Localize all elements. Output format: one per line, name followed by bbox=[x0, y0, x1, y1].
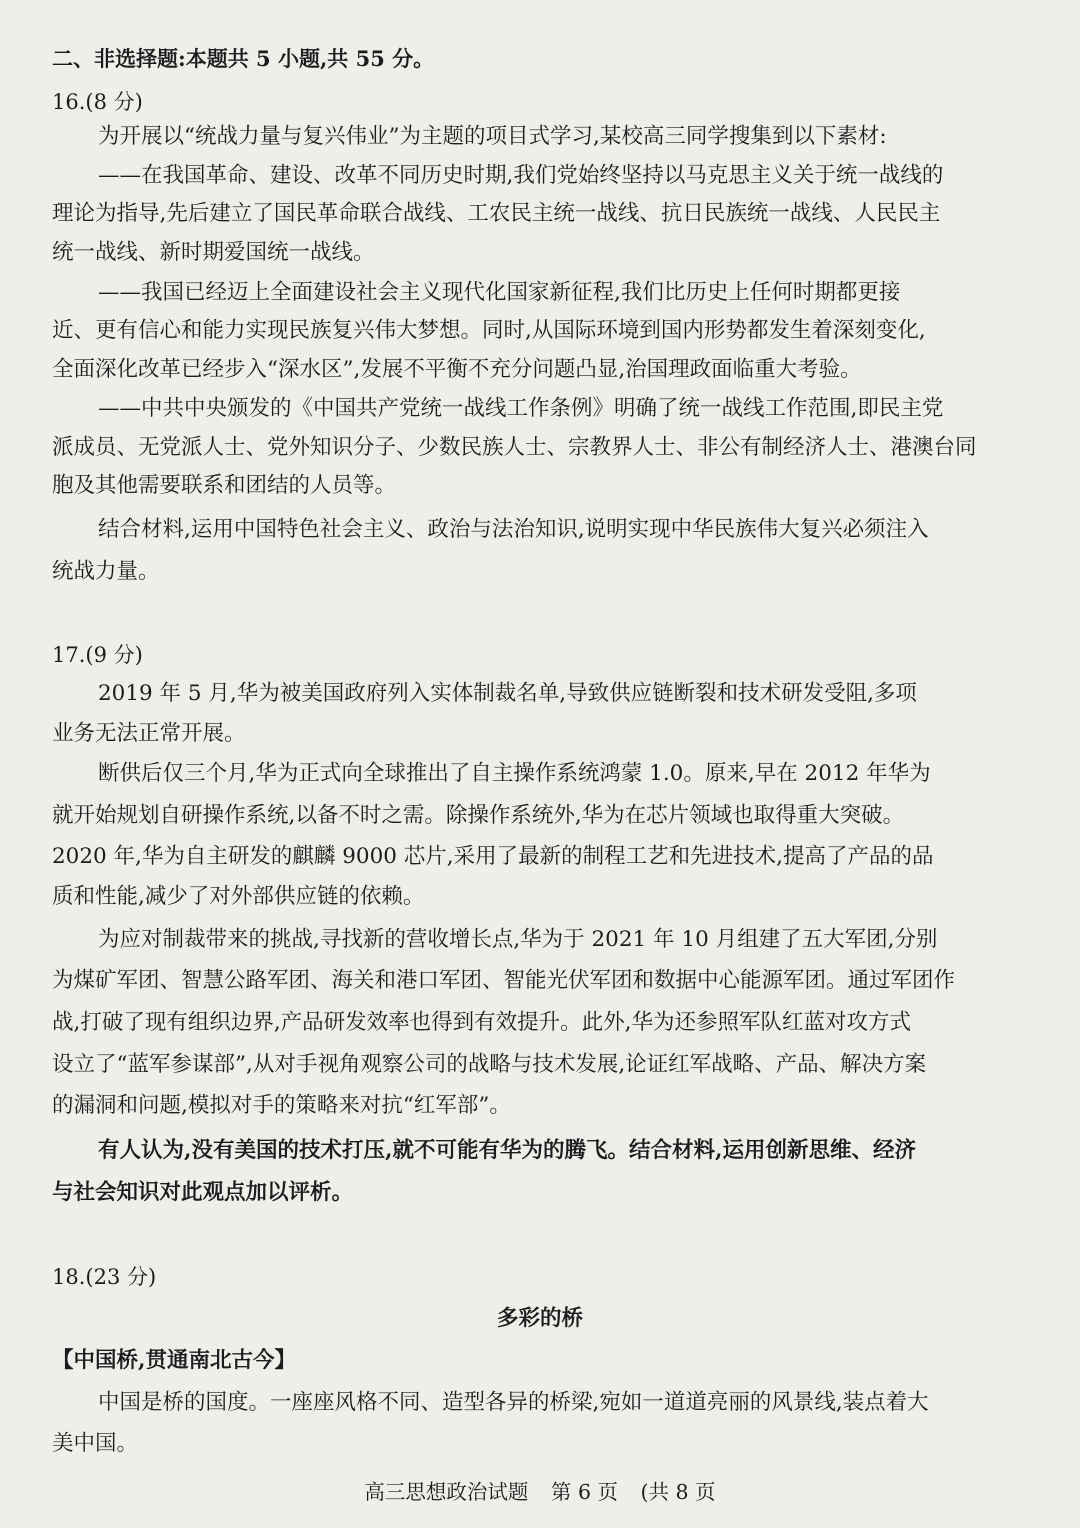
subheading: 【中国桥,贯通南北古今】 bbox=[52, 1348, 296, 1373]
paragraph-line: 战,打破了现有组织边界,产品研发效率也得到有效提升。此外,华为还参照军队红蓝对攻方式 bbox=[52, 1010, 912, 1035]
question-prompt-line: 与社会知识对此观点加以评析。 bbox=[52, 1180, 354, 1205]
question-16-number: 16.(8 分) bbox=[52, 90, 143, 114]
paragraph-line: ——中共中央颁发的《中国共产党统一战线工作条例》明确了统一战线工作范围,即民主党 bbox=[98, 396, 944, 421]
question-17-number: 17.(9 分) bbox=[52, 643, 143, 667]
paragraph-line: 美中国。 bbox=[52, 1431, 139, 1456]
paragraph-line: 胞及其他需要联系和团结的人员等。 bbox=[52, 473, 397, 498]
paragraph-line: 就开始规划自研操作系统,以备不时之需。除操作系统外,华为在芯片领域也取得重大突破。 bbox=[52, 803, 905, 828]
paragraph-line: 统一战线、新时期爱国统一战线。 bbox=[52, 240, 375, 265]
paragraph-line: 断供后仅三个月,华为正式向全球推出了自主操作系统鸿蒙 1.0。原来,早在 2012 年华为 bbox=[98, 761, 931, 786]
paragraph-line: 2019 年 5 月,华为被美国政府列入实体制裁名单,导致供应链断裂和技术研发受阻,多项 bbox=[98, 681, 917, 706]
paragraph-line: 近、更有信心和能力实现民族复兴伟大梦想。同时,从国际环境到国内形势都发生着深刻变化, bbox=[52, 318, 926, 343]
paragraph-line: 为开展以“统战力量与复兴伟业”为主题的项目式学习,某校高三同学搜集到以下素材: bbox=[98, 124, 887, 149]
page-total: (共 8 页 bbox=[640, 1480, 716, 1504]
paragraph-line: 业务无法正常开展。 bbox=[52, 721, 246, 746]
question-prompt-line: 有人认为,没有美国的技术打压,就不可能有华为的腾飞。结合材料,运用创新思维、经济 bbox=[98, 1138, 916, 1163]
paragraph-line: 的漏洞和问题,模拟对手的策略来对抗“红军部”。 bbox=[52, 1093, 511, 1118]
paragraph-line: 全面深化改革已经步入“深水区”,发展不平衡不充分问题凸显,治国理政面临重大考验。 bbox=[52, 357, 862, 382]
section-title: 多彩的桥 bbox=[496, 1306, 583, 1331]
exam-name: 高三思想政治试题 bbox=[364, 1480, 529, 1504]
section-heading: 二、非选择题:本题共 5 小题,共 55 分。 bbox=[52, 46, 435, 71]
paragraph-line: ——在我国革命、建设、改革不同历史时期,我们党始终坚持以马克思主义关于统一战线的 bbox=[98, 163, 944, 188]
paragraph-line: 中国是桥的国度。一座座风格不同、造型各异的桥梁,宛如一道道亮丽的风景线,装点着大 bbox=[98, 1390, 929, 1415]
paragraph-line: 为煤矿军团、智慧公路军团、海关和港口军团、智能光伏军团和数据中心能源军团。通过军团作 bbox=[52, 968, 956, 993]
question-prompt-line: 统战力量。 bbox=[52, 559, 160, 584]
paragraph-line: 为应对制裁带来的挑战,寻找新的营收增长点,华为于 2021 年 10 月组建了五大军团,分别 bbox=[98, 927, 938, 952]
paragraph-line: 2020 年,华为自主研发的麒麟 9000 芯片,采用了最新的制程工艺和先进技术,提高了产品的品 bbox=[52, 844, 934, 869]
paragraph-line: ——我国已经迈上全面建设社会主义现代化国家新征程,我们比历史上任何时期都更接 bbox=[98, 280, 901, 305]
page-number: 第 6 页 bbox=[550, 1480, 618, 1504]
page-footer bbox=[0, 1478, 1080, 1506]
paragraph-line: 设立了“蓝军参谋部”,从对手视角观察公司的战略与技术发展,论证红军战略、产品、解决方案 bbox=[52, 1052, 927, 1077]
question-18-number: 18.(23 分) bbox=[52, 1265, 157, 1289]
paragraph-line: 质和性能,减少了对外部供应链的依赖。 bbox=[52, 884, 425, 909]
paragraph-line: 派成员、无党派人士、党外知识分子、少数民族人士、宗教界人士、非公有制经济人士、港澳台同 bbox=[52, 435, 977, 460]
paragraph-line: 理论为指导,先后建立了国民革命联合战线、工农民主统一战线、抗日民族统一战线、人民民主 bbox=[52, 201, 941, 226]
question-prompt-line: 结合材料,运用中国特色社会主义、政治与法治知识,说明实现中华民族伟大复兴必须注入 bbox=[98, 517, 929, 542]
